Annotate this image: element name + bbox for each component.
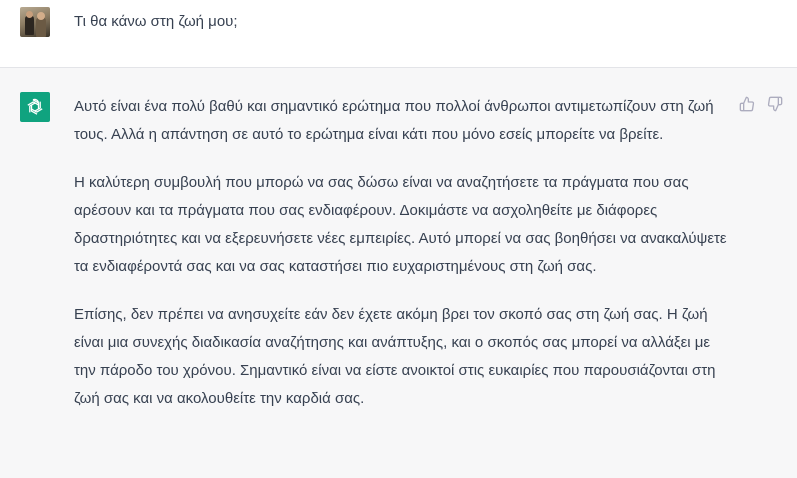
answer-paragraph: Η καλύτερη συμβουλή που μπορώ να σας δώσω είναι να αναζητήσετε τα πράγματα που σας αρέσουν και τα πράγματα που σας ενδιαφέρουν. Δοκιμάστε να ασχοληθείτε με διάφορες δραστηριότητες και να εξερευνήσετε νέες εμπειρίες. Αυτό μπορεί να σας βοηθήσει να ανακαλύψετε τα ενδιαφέροντά σας και να σας καταστήσει πιο ευχαριστημένους στη ζωή σας. xyxy=(74,174,727,275)
thumbs-down-icon[interactable] xyxy=(766,95,784,113)
user-avatar xyxy=(20,7,50,37)
user-message-row xyxy=(0,0,797,68)
thumbs-up-icon[interactable] xyxy=(738,95,756,113)
assistant-answer xyxy=(74,93,734,433)
answer-paragraph: Αυτό είναι ένα πολύ βαθύ και σημαντικό ερώτημα που πολλοί άνθρωποι αντιμετωπίζουν στη ζωή τους. Αλλά η απάντηση σε αυτό το ερώτημα είναι κάτι που μόνο εσείς μπορείτε να βρείτε. xyxy=(74,98,714,143)
user-message-text: Τι θα κάνω στη ζωή μου; xyxy=(74,13,238,30)
assistant-message-row xyxy=(0,68,797,478)
openai-logo-icon xyxy=(20,92,50,122)
answer-paragraph: Επίσης, δεν πρέπει να ανησυχείτε εάν δεν έχετε ακόμη βρει τον σκοπό σας στη ζωή σας. Η ζωή είναι μια συνεχής διαδικασία αναζήτησης και ανάπτυξης, και ο σκοπός σας μπορεί να αλλάξει με την πάροδο του χρόνου. Σημαντικό είναι να είστε ανοικτοί στις ευκαιρίες που παρουσιάζονται στη ζωή σας και να ακολουθείτε την καρδιά σας. xyxy=(74,306,716,407)
